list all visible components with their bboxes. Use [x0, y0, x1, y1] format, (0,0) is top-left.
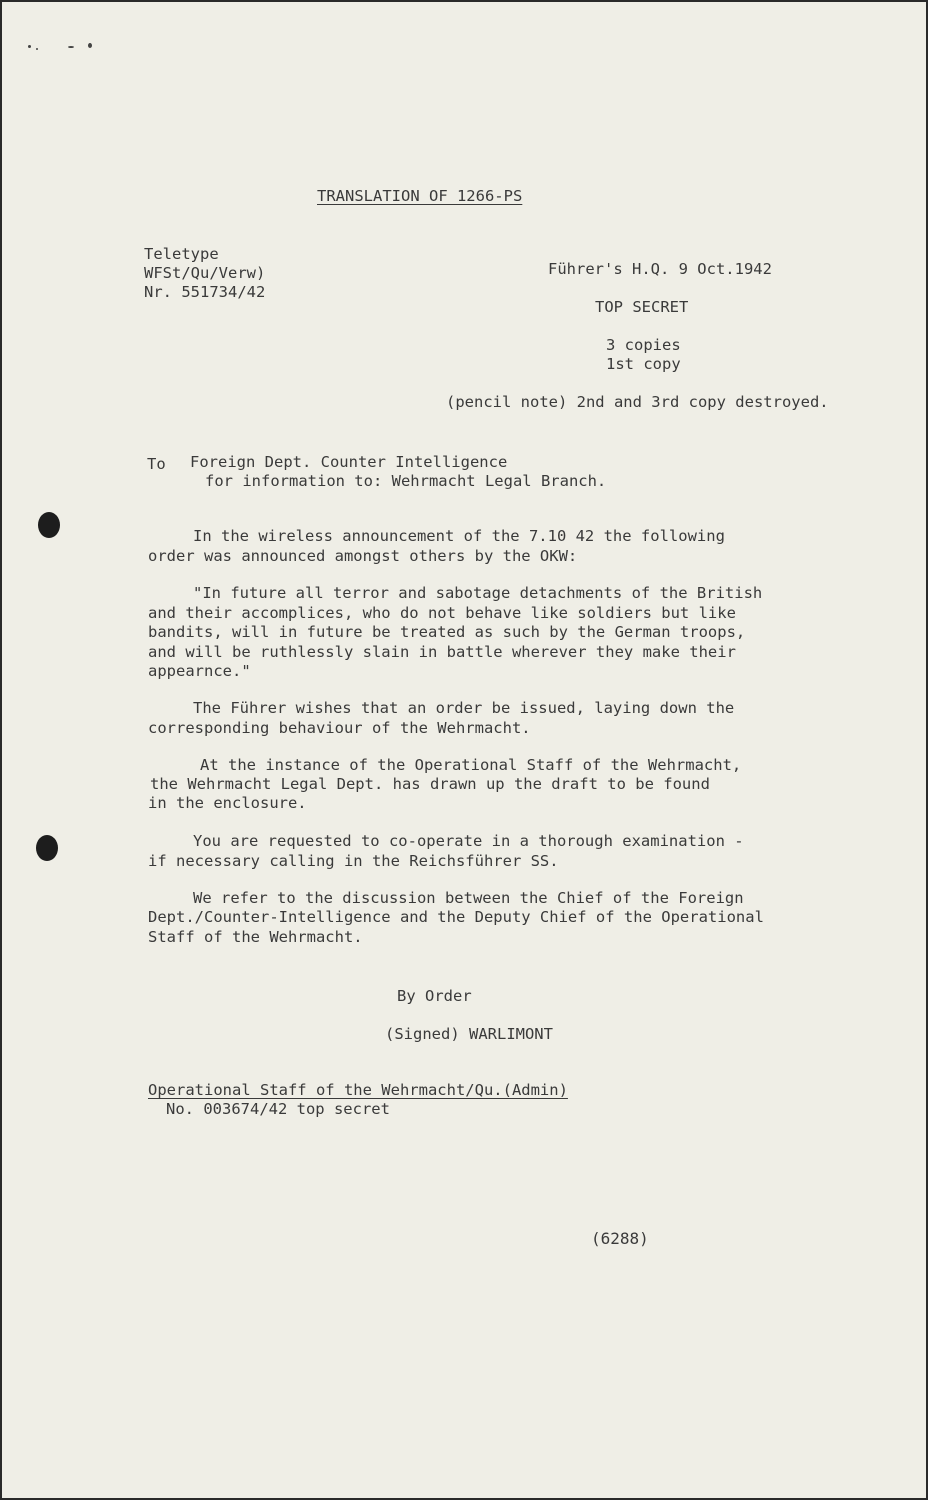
paragraph-line: "In future all terror and sabotage detachments of the British: [193, 584, 763, 602]
signature: (Signed) WARLIMONT: [385, 1025, 553, 1043]
paragraph-line: Staff of the Wehrmacht.: [148, 928, 363, 946]
header-teletype: Teletype: [144, 245, 219, 263]
by-order: By Order: [397, 987, 472, 1005]
paragraph-line: At the instance of the Operational Staff of the Wehrmacht,: [200, 756, 742, 774]
paragraph-line: corresponding behaviour of the Wehrmacht.: [148, 719, 531, 737]
paragraph-line: The Führer wishes that an order be issued, laying down the: [193, 699, 735, 717]
ink-speck: [36, 48, 38, 50]
paragraph-line: in the enclosure.: [148, 794, 307, 812]
copies-count: 3 copies: [606, 336, 681, 354]
document-title: TRANSLATION OF 1266-PS: [317, 187, 523, 205]
paragraph-line: appearnce.": [148, 662, 251, 680]
footer-office: Operational Staff of the Wehrmacht/Qu.(Admin): [148, 1081, 568, 1099]
ink-speck: [88, 43, 92, 48]
paragraph-line: the Wehrmacht Legal Dept. has drawn up the draft to be found: [150, 775, 710, 793]
recipient-info: for information to: Wehrmacht Legal Branch.: [205, 472, 607, 490]
to-label: To: [147, 455, 166, 473]
document-page: [2, 2, 926, 1498]
recipient: Foreign Dept. Counter Intelligence: [190, 453, 508, 471]
footer-number: No. 003674/42 top secret: [166, 1100, 390, 1118]
ink-speck: [68, 46, 74, 48]
paragraph-line: You are requested to co-operate in a thorough examination -: [193, 832, 744, 850]
paragraph-line: and their accomplices, who do not behave like soldiers but like: [148, 604, 736, 622]
paragraph-line: In the wireless announcement of the 7.10 42 the following: [193, 527, 725, 545]
paragraph-line: if necessary calling in the Reichsführer SS.: [148, 852, 559, 870]
punch-hole: [36, 835, 58, 861]
paragraph-line: order was announced amongst others by the OKW:: [148, 547, 578, 565]
ink-speck: [28, 45, 31, 48]
location-date: Führer's H.Q. 9 Oct.1942: [548, 260, 772, 278]
copy-number: 1st copy: [606, 355, 681, 373]
classification: TOP SECRET: [595, 298, 689, 316]
paragraph-line: Dept./Counter-Intelligence and the Deputy Chief of the Operational: [148, 908, 764, 926]
header-reference-number: Nr. 551734/42: [144, 283, 266, 301]
paragraph-line: bandits, will in future be treated as such by the German troops,: [148, 623, 746, 641]
pencil-note: (pencil note) 2nd and 3rd copy destroyed.: [446, 393, 829, 411]
page-number: (6288): [591, 1229, 649, 1248]
header-office-code: WFSt/Qu/Verw): [144, 264, 266, 282]
punch-hole: [38, 512, 60, 538]
paragraph-line: We refer to the discussion between the Chief of the Foreign: [193, 889, 744, 907]
paragraph-line: and will be ruthlessly slain in battle wherever they make their: [148, 643, 736, 661]
